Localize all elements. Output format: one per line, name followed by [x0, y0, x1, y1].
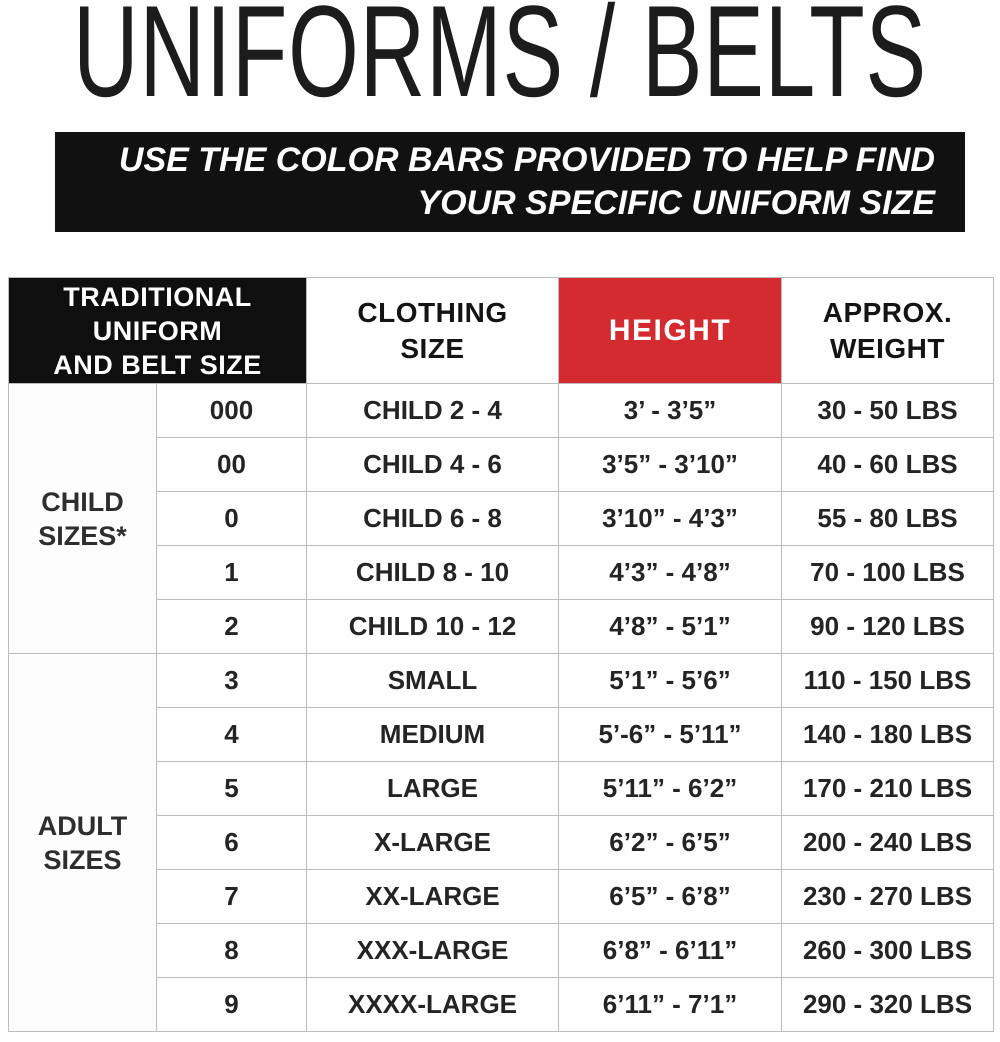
table-row	[9, 384, 994, 438]
cell-clothing: CHILD 2 - 4	[307, 384, 559, 438]
group-label-line: SIZES*	[38, 520, 127, 551]
group-cell-adult-sizes	[9, 654, 157, 1032]
cell-size: 3	[157, 654, 307, 708]
cell-weight: 170 - 210 LBS	[782, 762, 994, 816]
table-row	[9, 546, 994, 600]
cell-weight: 140 - 180 LBS	[782, 708, 994, 762]
instruction-banner	[55, 132, 965, 232]
cell-clothing: LARGE	[307, 762, 559, 816]
group-label-line: SIZES	[43, 844, 122, 875]
table-row	[9, 438, 994, 492]
cell-clothing: XX-LARGE	[307, 870, 559, 924]
cell-clothing: X-LARGE	[307, 816, 559, 870]
cell-weight: 290 - 320 LBS	[782, 978, 994, 1032]
cell-size: 8	[157, 924, 307, 978]
cell-weight: 40 - 60 LBS	[782, 438, 994, 492]
cell-clothing: CHILD 8 - 10	[307, 546, 559, 600]
cell-clothing: CHILD 10 - 12	[307, 600, 559, 654]
cell-weight: 55 - 80 LBS	[782, 492, 994, 546]
cell-size: 1	[157, 546, 307, 600]
header-clothing-size	[307, 278, 559, 384]
cell-clothing: SMALL	[307, 654, 559, 708]
cell-height: 4’8” - 5’1”	[559, 600, 782, 654]
cell-size: 9	[157, 978, 307, 1032]
cell-weight: 110 - 150 LBS	[782, 654, 994, 708]
cell-clothing: XXXX-LARGE	[307, 978, 559, 1032]
cell-clothing: XXX-LARGE	[307, 924, 559, 978]
header-row	[9, 278, 994, 384]
header-approx-weight	[782, 278, 994, 384]
cell-clothing: MEDIUM	[307, 708, 559, 762]
cell-weight: 260 - 300 LBS	[782, 924, 994, 978]
page-title	[0, 0, 1000, 126]
header-line: SIZE	[400, 332, 465, 364]
cell-height: 5’11” - 6’2”	[559, 762, 782, 816]
cell-size: 00	[157, 438, 307, 492]
cell-height: 3’10” - 4’3”	[559, 492, 782, 546]
header-traditional-uniform	[9, 278, 307, 384]
header-line: TRADITIONAL	[63, 281, 252, 312]
table-row	[9, 870, 994, 924]
cell-weight: 70 - 100 LBS	[782, 546, 994, 600]
cell-height: 6’2” - 6’5”	[559, 816, 782, 870]
group-cell-child-sizes	[9, 384, 157, 654]
cell-height: 6’5” - 6’8”	[559, 870, 782, 924]
banner-line-2: YOUR SPECIFIC UNIFORM SIZE	[417, 184, 935, 222]
cell-size: 0	[157, 492, 307, 546]
table-row	[9, 654, 994, 708]
cell-height: 3’5” - 3’10”	[559, 438, 782, 492]
cell-clothing: CHILD 4 - 6	[307, 438, 559, 492]
header-line: AND BELT SIZE	[53, 349, 262, 380]
table-row	[9, 816, 994, 870]
cell-size: 6	[157, 816, 307, 870]
cell-height: 5’1” - 5’6”	[559, 654, 782, 708]
cell-height: 6’11” - 7’1”	[559, 978, 782, 1032]
size-table	[8, 277, 994, 1032]
header-line: APPROX.	[822, 296, 953, 328]
page-title-text: UNIFORMS / BELTS	[73, 0, 927, 124]
header-line: WEIGHT	[830, 332, 945, 364]
cell-weight: 200 - 240 LBS	[782, 816, 994, 870]
cell-height: 5’-6” - 5’11”	[559, 708, 782, 762]
header-line: UNIFORM	[92, 315, 223, 346]
table-row	[9, 762, 994, 816]
cell-height: 3’ - 3’5”	[559, 384, 782, 438]
cell-clothing: CHILD 6 - 8	[307, 492, 559, 546]
table-row	[9, 924, 994, 978]
cell-height: 6’8” - 6’11”	[559, 924, 782, 978]
cell-size: 7	[157, 870, 307, 924]
table-row	[9, 492, 994, 546]
cell-size: 2	[157, 600, 307, 654]
table-row	[9, 600, 994, 654]
table-row	[9, 978, 994, 1032]
group-label-line: ADULT	[37, 810, 128, 841]
table-row	[9, 708, 994, 762]
header-line: CLOTHING	[357, 296, 508, 328]
header-height: HEIGHT	[559, 278, 782, 384]
group-label-line: CHILD	[41, 486, 124, 517]
cell-size: 5	[157, 762, 307, 816]
cell-weight: 90 - 120 LBS	[782, 600, 994, 654]
cell-size: 000	[157, 384, 307, 438]
cell-weight: 30 - 50 LBS	[782, 384, 994, 438]
banner-line-1: USE THE COLOR BARS PROVIDED TO HELP FIND	[118, 141, 935, 179]
cell-height: 4’3” - 4’8”	[559, 546, 782, 600]
cell-size: 4	[157, 708, 307, 762]
cell-weight: 230 - 270 LBS	[782, 870, 994, 924]
